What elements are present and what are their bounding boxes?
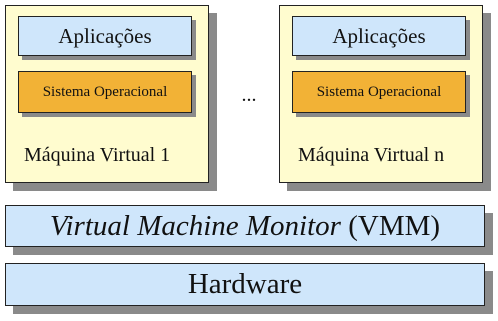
vm1-label: Máquina Virtual 1 (24, 144, 171, 166)
vm1-os-box (18, 71, 192, 113)
vmm-layer (5, 205, 485, 247)
vmn-applications-label: Aplicações (332, 23, 426, 48)
ellipsis: ... (241, 84, 257, 106)
vm1-os-label: Sistema Operacional (42, 83, 168, 100)
vmm-label-italic: Virtual Machine Monitor (49, 209, 341, 242)
vmn-label: Máquina Virtual n (298, 144, 445, 166)
vmn-os-box (292, 71, 466, 113)
hardware-layer (5, 263, 485, 306)
hardware-label: Hardware (187, 268, 303, 300)
vm1-applications-label: Aplicações (58, 23, 152, 48)
vmn-applications-box (292, 16, 466, 56)
vm1-applications-box (18, 16, 192, 56)
vmn-os-label: Sistema Operacional (316, 83, 442, 100)
vmm-label (50, 210, 440, 243)
vmm-label-abbr: (VMM) (348, 209, 441, 242)
